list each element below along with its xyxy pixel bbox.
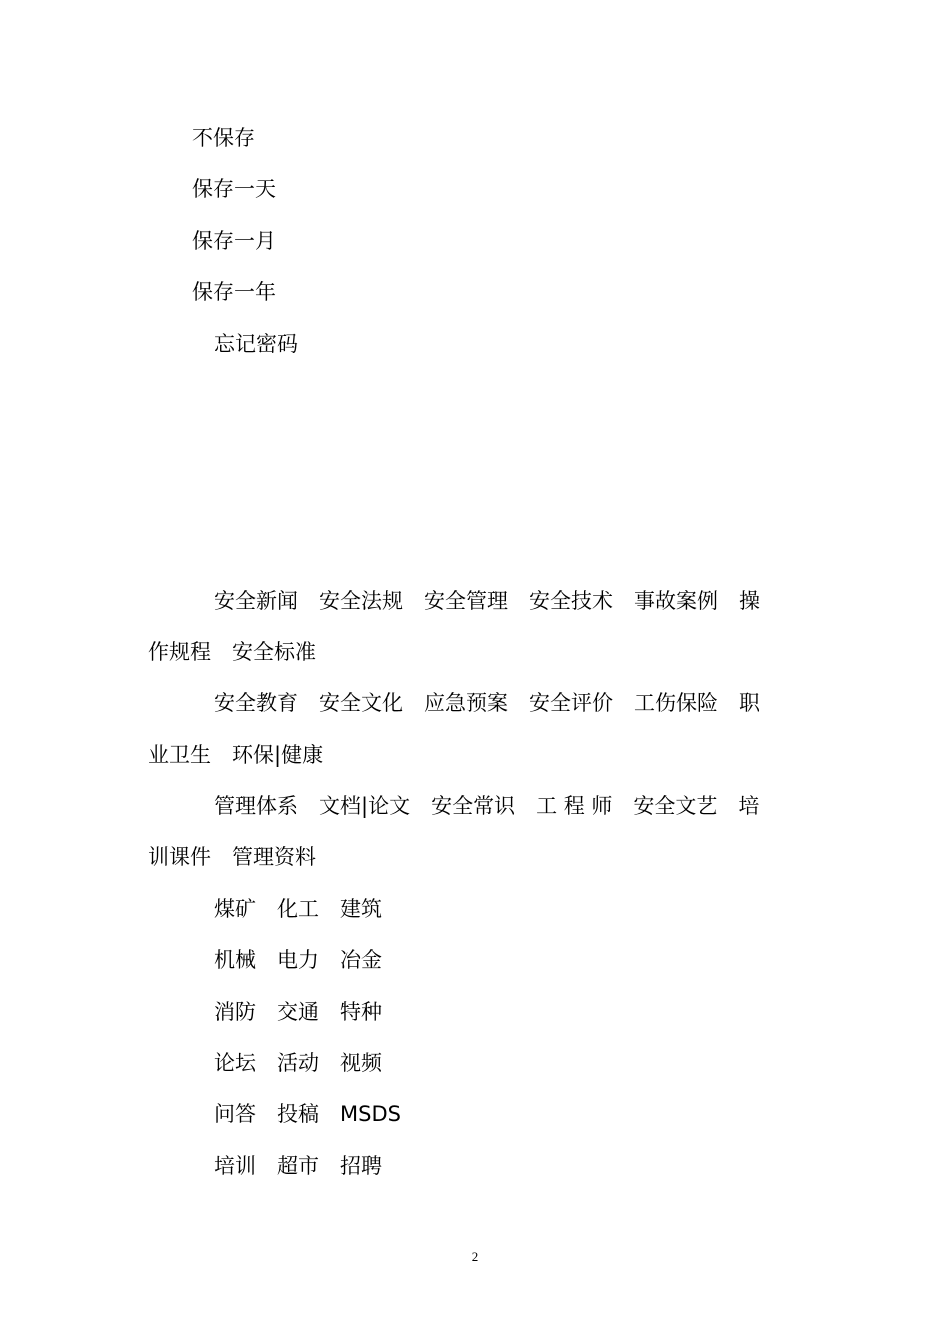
nav-row-1[interactable]: 安全新闻 安全法规 安全管理 安全技术 事故案例 操 <box>214 589 760 613</box>
option-save-day[interactable]: 保存一天 <box>192 177 276 201</box>
category-row[interactable]: 问答 投稿 MSDS <box>214 1102 401 1126</box>
category-row[interactable]: 消防 交通 特种 <box>214 1000 382 1024</box>
option-save-year[interactable]: 保存一年 <box>192 280 276 304</box>
category-row[interactable]: 培训 超市 招聘 <box>214 1154 382 1178</box>
nav-row-1-continued[interactable]: 作规程 安全标准 <box>148 640 316 664</box>
nav-row-2[interactable]: 安全教育 安全文化 应急预案 安全评价 工伤保险 职 <box>214 691 760 715</box>
category-row[interactable]: 煤矿 化工 建筑 <box>214 897 382 921</box>
category-row[interactable]: 论坛 活动 视频 <box>214 1051 382 1075</box>
forgot-password-link[interactable]: 忘记密码 <box>214 332 298 356</box>
nav-row-3-continued[interactable]: 训课件 管理资料 <box>148 845 316 869</box>
nav-row-3[interactable]: 管理体系 文档|论文 安全常识 工 程 师 安全文艺 培 <box>214 794 760 818</box>
category-row[interactable]: 机械 电力 冶金 <box>214 948 382 972</box>
page-number: 2 <box>471 1249 479 1264</box>
option-save-month[interactable]: 保存一月 <box>192 229 276 253</box>
nav-row-2-continued[interactable]: 业卫生 环保|健康 <box>148 743 324 767</box>
option-no-save[interactable]: 不保存 <box>192 126 255 150</box>
